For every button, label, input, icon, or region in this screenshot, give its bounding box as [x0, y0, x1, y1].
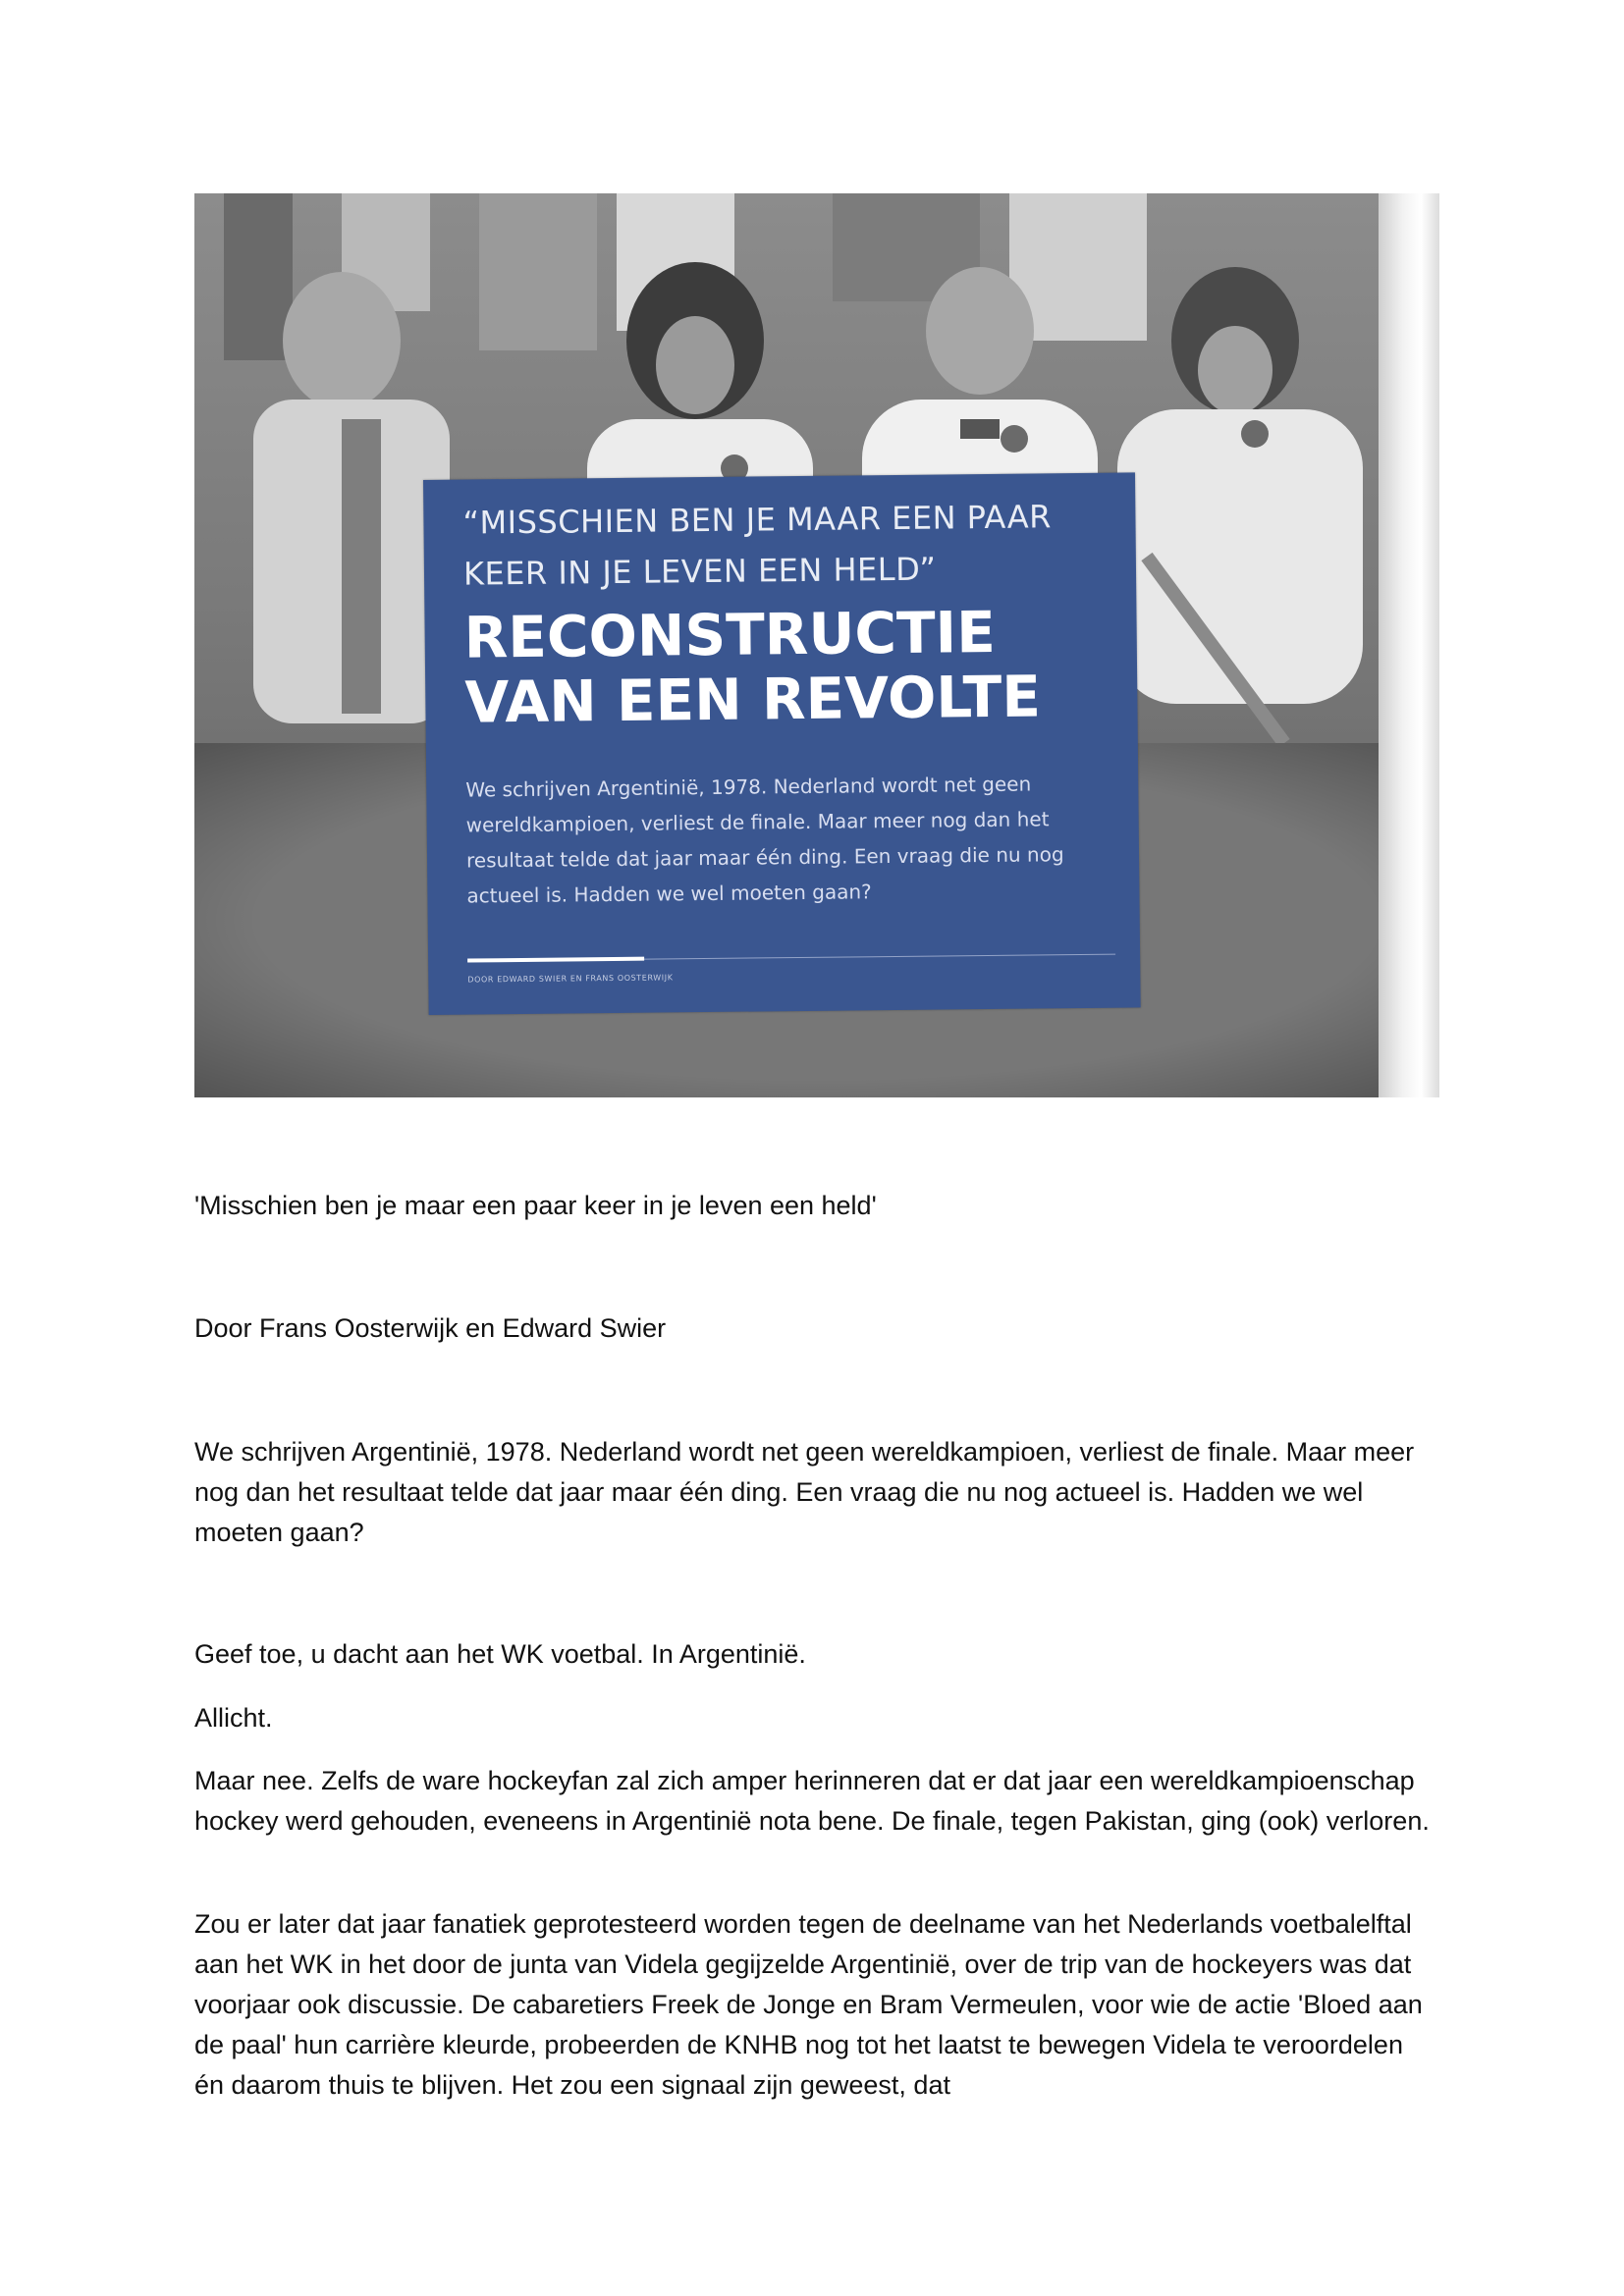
page-edge — [1379, 193, 1439, 1097]
article-quote: 'Misschien ben je maar een paar keer in je leven een held' — [194, 1191, 877, 1220]
card-title-line: VAN EEN REVOLTE — [464, 663, 1042, 736]
paragraph: Allicht. — [194, 1703, 273, 1733]
card-intro — [465, 766, 1105, 914]
article-intro: We schrijven Argentinië, 1978. Nederland wordt net geen wereldkampioen, verliest de finale. Maar meer nog dan het resultaat telde dat jaar maar één ding. Een vraag die nu nog actueel is. Hadden we wel moeten gaan? — [194, 1437, 1415, 1547]
headline-card — [423, 472, 1141, 1015]
card-quote — [462, 491, 1111, 600]
card-intro-line: actueel is. Hadden we wel moeten gaan? — [466, 880, 872, 908]
card-quote-line: “MISSCHIEN BEN JE MAAR EEN PAAR — [462, 498, 1053, 542]
article-byline: Door Frans Oosterwijk en Edward Swier — [194, 1313, 667, 1343]
card-divider-accent — [467, 957, 644, 963]
card-intro-line: We schrijven Argentinië, 1978. Nederland wordt net geen — [465, 772, 1032, 802]
paragraph: Geef toe, u dacht aan het WK voetbal. In Argentinië. — [194, 1639, 806, 1669]
card-title-line: RECONSTRUCTIE — [463, 598, 997, 671]
card-intro-line: resultaat telde dat jaar maar één ding. Een vraag die nu nog — [465, 842, 1064, 873]
card-byline: DOOR EDWARD SWIER EN FRANS OOSTERWIJK — [467, 973, 674, 985]
paragraph: Maar nee. Zelfs de ware hockeyfan zal zich amper herinneren dat er dat jaar een wereldkampioenschap hockey werd gehouden, eveneens in Argentinië nota bene. De finale, tegen Pakistan, ging (ook) verloren. — [194, 1766, 1430, 1836]
scanned-photo — [194, 193, 1439, 1097]
paragraph: Zou er later dat jaar fanatiek geprotesteerd worden tegen de deelname van het Nederlands voetbalelftal aan het WK in het door de junta van Videla gegijzelde Argentinië, over de trip van de hockeyers was dat voorjaar ook discussie. De cabaretiers Freek de Jonge en Bram Vermeulen, voor wie de actie 'Bloed aan de paal' hun carrière kleurde, probeerden de KNHB nog tot het laatst te bewegen Videla te veroordelen én daarom thuis te blijven. Het zou een signaal zijn geweest, dat — [194, 1909, 1423, 2100]
card-title — [463, 598, 1132, 734]
card-quote-line: KEER IN JE LEVEN EEN HELD” — [462, 550, 937, 593]
card-intro-line: wereldkampioen, verliest de finale. Maar meer nog dan het — [465, 807, 1050, 837]
